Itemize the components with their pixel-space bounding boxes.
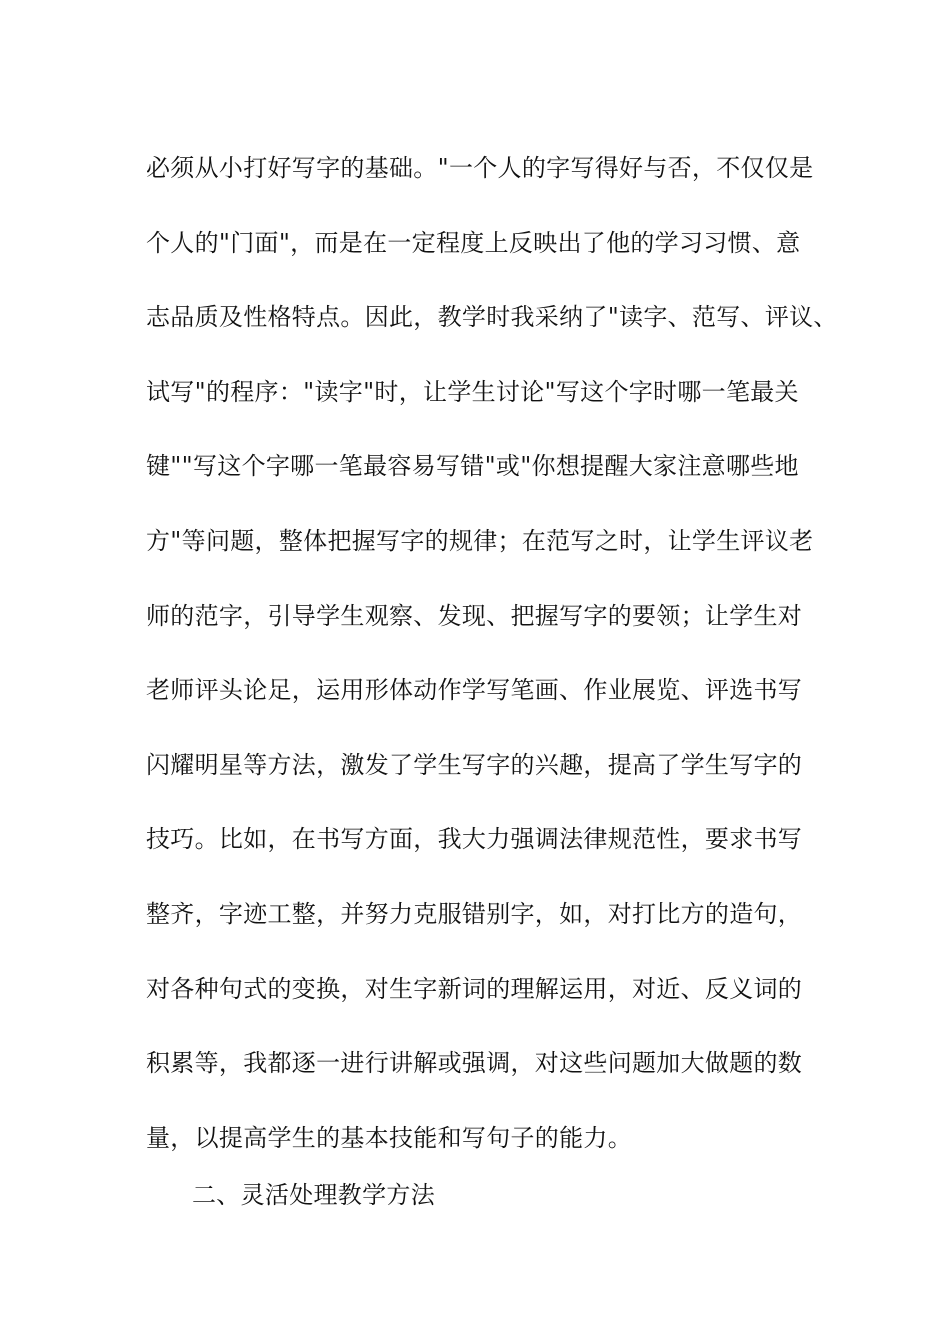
paragraph-line: 必须从小打好写字的基础。"一个人的字写得好与否，不仅仅是 (146, 154, 814, 182)
paragraph-line: 对各种句式的变换，对生字新词的理解运用，对近、反义词的 (146, 974, 803, 1003)
paragraph-line: 师的范字，引导学生观察、发现、把握写字的要领；让学生对 (146, 601, 803, 630)
paragraph-line: 个人的"门面"，而是在一定程度上反映出了他的学习习惯、意 (146, 228, 801, 257)
paragraph-line: 键""写这个字哪一笔最容易写错"或"你想提醒大家注意哪些地 (146, 452, 799, 481)
paragraph-line: 老师评头论足，运用形体动作学写笔画、作业展览、评选书写 (146, 676, 803, 705)
paragraph-line: 技巧。比如，在书写方面，我大力强调法律规范性，要求书写 (146, 825, 803, 854)
paragraph-line: 闪耀明星等方法，激发了学生写字的兴趣，提高了学生写字的 (146, 750, 803, 779)
paragraph-line: 整齐，字迹工整，并努力克服错别字，如，对打比方的造句， (146, 899, 803, 928)
section-heading: 二、灵活处理教学方法 (192, 1181, 435, 1209)
paragraph-line: 方"等问题，整体把握写字的规律；在范写之时，让学生评议老 (146, 526, 814, 555)
body-paragraph (146, 131, 836, 1175)
paragraph-line: 积累等，我都逐一进行讲解或强调，对这些问题加大做题的数 (146, 1049, 803, 1078)
paragraph-line: 试写"的程序："读字"时，让学生讨论"写这个字时哪一笔最关 (146, 377, 799, 406)
paragraph-line: 志品质及性格特点。因此，教学时我采纳了"读字、范写、评议、 (146, 303, 838, 332)
paragraph-line: 量，以提高学生的基本技能和写句子的能力。 (146, 1123, 632, 1152)
